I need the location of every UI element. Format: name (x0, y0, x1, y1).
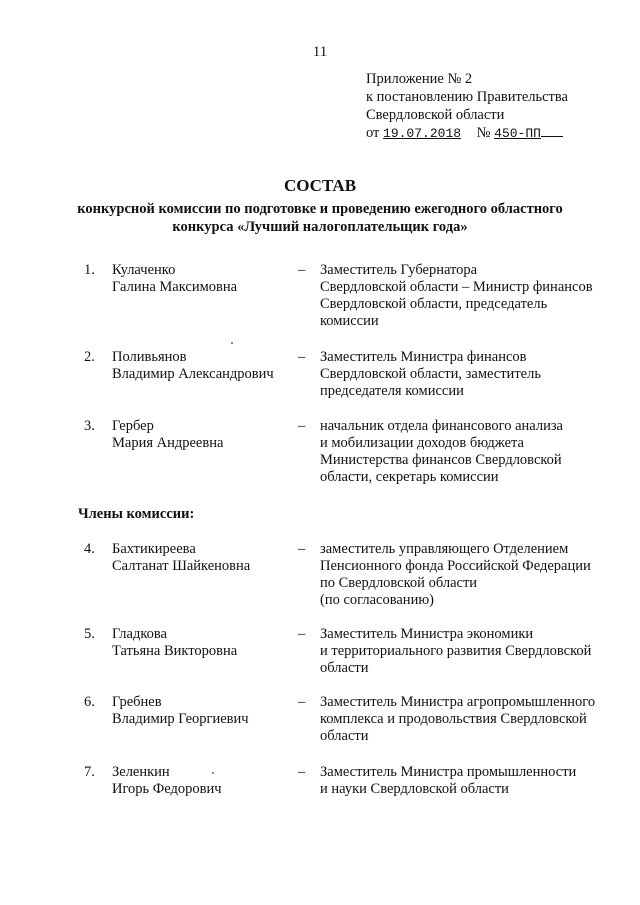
member-name (112, 694, 292, 728)
given-name: Галина Максимовна (112, 279, 238, 295)
document-title (0, 176, 640, 236)
appendix-title: Приложение № 2 (366, 71, 473, 87)
title-heading: СОСТАВ (283, 176, 357, 195)
role-line: области, секретарь комиссии (320, 469, 499, 485)
item-number: 4. (84, 541, 95, 557)
item-number: 6. (84, 694, 95, 710)
role-line: и территориального развития Свердловской (320, 643, 592, 659)
role-line: и мобилизации доходов бюджета (320, 435, 524, 451)
item-number: 7. (84, 764, 95, 780)
given-name: Татьяна Викторовна (112, 643, 238, 659)
surname: Кулаченко (112, 262, 176, 278)
role-line: Пенсионного фонда Российской Федерации (320, 558, 591, 574)
dash: – (298, 418, 306, 434)
member-name (112, 764, 292, 798)
title-line-3: конкурса «Лучший налогоплательщик года» (172, 219, 468, 235)
role-line: Свердловской области, заместитель (320, 366, 541, 382)
item-number: 1. (84, 262, 95, 278)
surname: Гребнев (112, 694, 162, 710)
role-line: Свердловской области – Министр финансов (320, 279, 593, 295)
role-line: председателя комиссии (320, 383, 464, 399)
role-line: области (320, 728, 369, 744)
given-name: Мария Андреевна (112, 435, 224, 451)
role-line: области (320, 660, 369, 676)
role-line: и науки Свердловской области (320, 781, 509, 797)
number-underline (541, 124, 563, 137)
dash: – (298, 626, 306, 642)
role-line: (по согласованию) (320, 592, 434, 608)
given-name: Владимир Георгиевич (112, 711, 249, 727)
member-name (112, 541, 292, 575)
date-prefix: от (366, 125, 380, 141)
appendix-reference: к постановлению Правительства (366, 89, 568, 105)
role-line: по Свердловской области (320, 575, 478, 591)
role-line: Заместитель Губернатора (320, 262, 478, 278)
resolution-date: 19.07.2018 (383, 126, 462, 141)
member-name (112, 418, 292, 452)
page-number: 11 (312, 44, 328, 60)
role-line: Министерства финансов Свердловской (320, 452, 562, 468)
member-role (320, 541, 625, 609)
role-line: Заместитель Министра финансов (320, 349, 527, 365)
item-number: 2. (84, 349, 95, 365)
role-line: комиссии (320, 313, 379, 329)
role-line: Заместитель Министра промышленности (320, 764, 577, 780)
title-line-2: конкурсной комиссии по подготовке и проведению ежегодного областного (77, 201, 563, 217)
dash: – (298, 694, 306, 710)
given-name: Владимир Александрович (112, 366, 274, 382)
given-name: Игорь Федорович (112, 781, 222, 797)
member-role (320, 764, 625, 798)
given-name: Салтанат Шайкеновна (112, 558, 251, 574)
appendix-region: Свердловской области (366, 107, 505, 123)
role-line: заместитель управляющего Отделением (320, 541, 569, 557)
surname: Гладкова (112, 626, 167, 642)
member-role (320, 262, 625, 330)
item-number: 3. (84, 418, 95, 434)
dash: – (298, 349, 306, 365)
dash: – (298, 262, 306, 278)
surname: Бахтикиреева (112, 541, 196, 557)
appendix-header (366, 70, 636, 143)
surname: Гербер (112, 418, 154, 434)
resolution-number: 450-ПП (494, 126, 541, 141)
member-role (320, 626, 625, 677)
member-name (112, 349, 292, 383)
role-line: начальник отдела финансового анализа (320, 418, 563, 434)
member-role (320, 694, 625, 745)
members-section-label: Члены комиссии: (78, 506, 195, 522)
role-line: комплекса и продовольствия Свердловской (320, 711, 587, 727)
member-role (320, 349, 625, 400)
dash: – (298, 764, 306, 780)
number-prefix: № (476, 125, 491, 141)
dash: – (298, 541, 306, 557)
member-name (112, 626, 292, 660)
item-number: 5. (84, 626, 95, 642)
role-line: Свердловской области, председатель (320, 296, 548, 312)
member-role (320, 418, 625, 486)
surname: Поливьянов (112, 349, 187, 365)
role-line: Заместитель Министра агропромышленного (320, 694, 596, 710)
scan-speck (231, 342, 233, 344)
surname: Зеленкин (112, 764, 170, 780)
member-name (112, 262, 292, 296)
appendix-date-line (366, 124, 636, 143)
role-line: Заместитель Министра экономики (320, 626, 534, 642)
